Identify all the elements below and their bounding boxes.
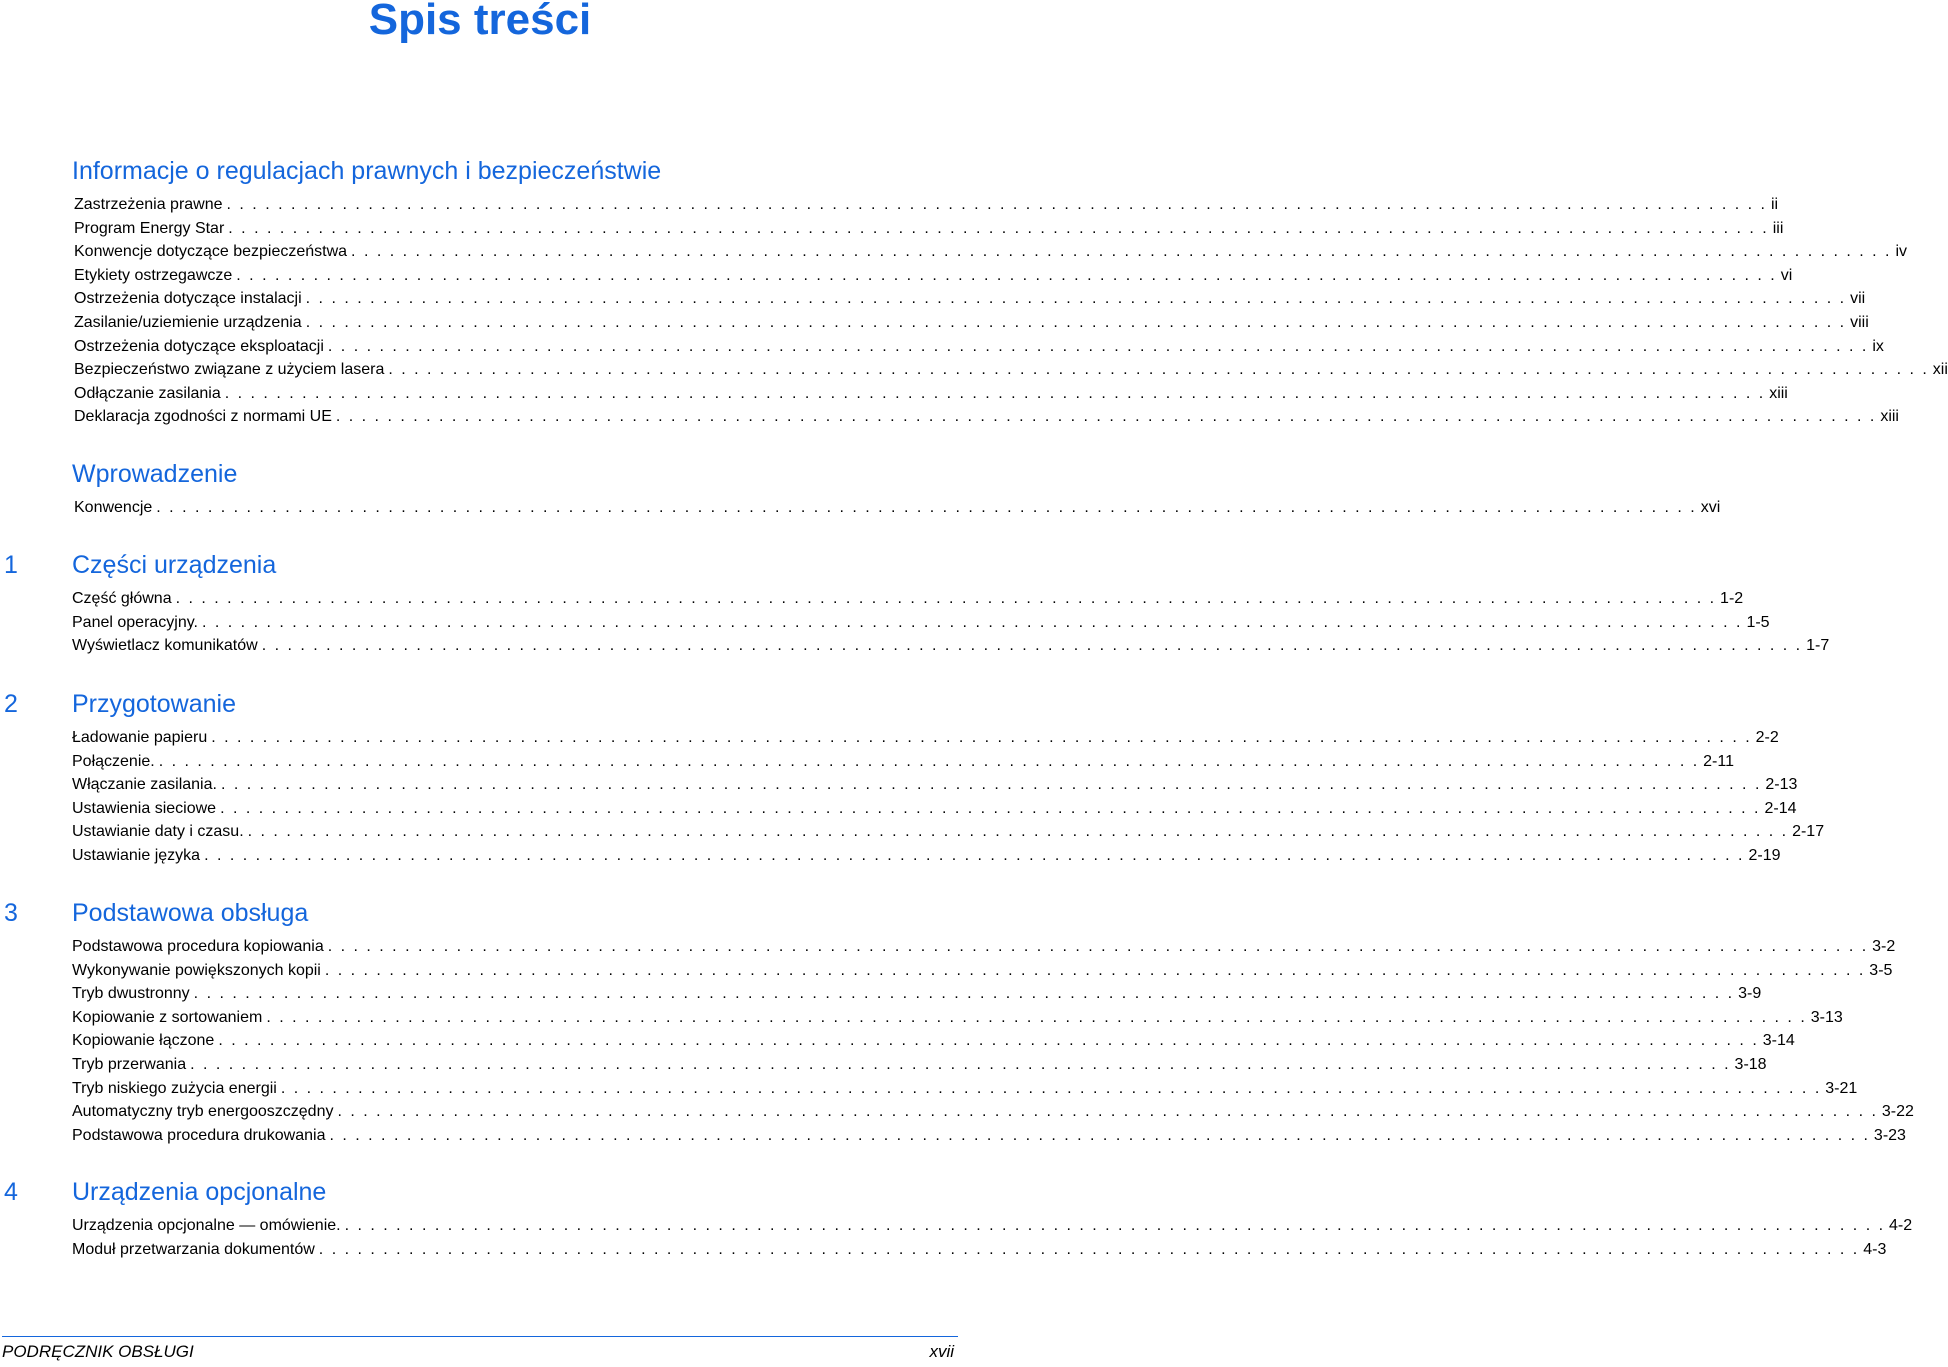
dot-leader: . . . . . . . . . . . . . . . . . . . . . . . . . . . . . . . . . . . . . . . . . . . . . . . . . . . . . . . . . . . . . . . . . . . . . . . . . . . . . . . . . . . . . . . . . . . . . . . . . . . . . . . . . . . . . . . . . . . . . . . . <box>224 384 1766 402</box>
toc-entry-label: Ładowanie papieru <box>72 729 208 746</box>
toc-entry-page: xii <box>1932 361 1948 379</box>
toc-entry[interactable] <box>72 1238 1887 1262</box>
section-heading: Przygotowanie <box>72 690 236 718</box>
toc-entry[interactable] <box>72 1006 1843 1030</box>
toc-entry-label: Podstawowa procedura kopiowania <box>72 938 324 955</box>
dot-leader: . . . . . . . . . . . . . . . . . . . . . . . . . . . . . . . . . . . . . . . . . . . . . . . . . . . . . . . . . . . . . . . . . . . . . . . . . . . . . . . . . . . . . . . . . . . . . . . . . . . . . . . . . . . . . . . . . . . . . . . . <box>324 961 1866 979</box>
dot-leader: . . . . . . . . . . . . . . . . . . . . . . . . . . . . . . . . . . . . . . . . . . . . . . . . . . . . . . . . . . . . . . . . . . . . . . . . . . . . . . . . . . . . . . . . . . . . . . . . . . . . . . . . . . . . . . . . . . . . . . . . <box>158 752 1700 770</box>
section-heading: Części urządzenia <box>72 551 277 579</box>
toc-entry-label: Odłączanie zasilania <box>74 384 221 402</box>
toc-entry-label: Konwencje <box>74 499 153 516</box>
toc-entry-page: 2-14 <box>1764 799 1797 817</box>
toc-entry-page: xiii <box>1880 408 1899 426</box>
toc-entry-page: 3-13 <box>1810 1008 1843 1026</box>
toc-entry-page: 3-22 <box>1881 1103 1914 1121</box>
dot-leader: . . . . . . . . . . . . . . . . . . . . . . . . . . . . . . . . . . . . . . . . . . . . . . . . . . . . . . . . . . . . . . . . . . . . . . . . . . . . . . . . . . . . . . . . . . . . . . . . . . . . . . . . . . . . . . . . . . . . . . . . <box>220 776 1762 794</box>
dot-leader: . . . . . . . . . . . . . . . . . . . . . . . . . . . . . . . . . . . . . . . . . . . . . . . . . . . . . . . . . . . . . . . . . . . . . . . . . . . . . . . . . . . . . . . . . . . . . . . . . . . . . . . . . . . . . . . . . . . . . . . . <box>318 1240 1860 1258</box>
toc-entry[interactable] <box>72 1124 1906 1148</box>
toc-entry[interactable] <box>72 844 1781 868</box>
toc-entry-list <box>72 587 1830 658</box>
toc-entry-label: Wyświetlacz komunikatów <box>72 637 258 655</box>
toc-entry-label: Program Energy Star <box>74 219 225 237</box>
toc-entry[interactable] <box>72 726 1779 750</box>
toc-entry[interactable] <box>74 382 1788 406</box>
dot-leader: . . . . . . . . . . . . . . . . . . . . . . . . . . . . . . . . . . . . . . . . . . . . . . . . . . . . . . . . . . . . . . . . . . . . . . . . . . . . . . . . . . . . . . . . . . . . . . . . . . . . . . . . . . . . . . . . . . . . . . . . <box>175 590 1717 607</box>
toc-entry-page: ii <box>1770 196 1779 213</box>
toc-entry[interactable] <box>72 959 1893 983</box>
toc-entry-page: xvi <box>1700 499 1721 516</box>
toc-entry-label: Ustawienia sieciowe <box>72 799 217 817</box>
toc-entry-label: Podstawowa procedura drukowania <box>72 1126 326 1144</box>
toc-entry[interactable] <box>72 1100 1914 1124</box>
page-title: Spis treści <box>368 0 592 44</box>
toc-entry-label: Ustawianie języka <box>72 846 201 864</box>
dot-leader: . . . . . . . . . . . . . . . . . . . . . . . . . . . . . . . . . . . . . . . . . . . . . . . . . . . . . . . . . . . . . . . . . . . . . . . . . . . . . . . . . . . . . . . . . . . . . . . . . . . . . . . . . . . . . . . . . . . . . . . . <box>344 1217 1886 1234</box>
toc-entry-page: ix <box>1872 337 1884 355</box>
toc-entry-label: Ostrzeżenia dotyczące instalacji <box>74 290 302 308</box>
toc-entry-label: Moduł przetwarzania dokumentów <box>72 1240 315 1258</box>
toc-entry[interactable] <box>72 750 1734 774</box>
toc-entry-label: Tryb niskiego zużycia energii <box>72 1079 277 1097</box>
chapter-number: 3 <box>4 899 18 927</box>
dot-leader: . . . . . . . . . . . . . . . . . . . . . . . . . . . . . . . . . . . . . . . . . . . . . . . . . . . . . . . . . . . . . . . . . . . . . . . . . . . . . . . . . . . . . . . . . . . . . . . . . . . . . . . . . . . . . . . . . . . . . . . . <box>220 799 1761 817</box>
dot-leader: . . . . . . . . . . . . . . . . . . . . . . . . . . . . . . . . . . . . . . . . . . . . . . . . . . . . . . . . . . . . . . . . . . . . . . . . . . . . . . . . . . . . . . . . . . . . . . . . . . . . . . . . . . . . . . . . . . . . . . . . <box>329 1126 1870 1144</box>
toc-entry[interactable] <box>72 1053 1767 1077</box>
dot-leader: . . . . . . . . . . . . . . . . . . . . . . . . . . . . . . . . . . . . . . . . . . . . . . . . . . . . . . . . . . . . . . . . . . . . . . . . . . . . . . . . . . . . . . . . . . . . . . . . . . . . . . . . . . . . . . . . . . . . . . . . <box>236 266 1777 284</box>
toc-entry-page: 1-2 <box>1720 590 1744 607</box>
toc-entry-page: 1-7 <box>1806 637 1830 655</box>
toc-entry-label: Konwencje dotyczące bezpieczeństwa <box>74 243 348 261</box>
toc-entry[interactable] <box>72 1029 1795 1053</box>
toc-entry-page: 2-19 <box>1748 846 1781 864</box>
toc-entry[interactable] <box>72 1214 1913 1238</box>
toc-entry-page: 2-2 <box>1755 729 1779 746</box>
dot-leader: . . . . . . . . . . . . . . . . . . . . . . . . . . . . . . . . . . . . . . . . . . . . . . . . . . . . . . . . . . . . . . . . . . . . . . . . . . . . . . . . . . . . . . . . . . . . . . . . . . . . . . . . . . . . . . . . . . . . . . . . <box>247 823 1789 841</box>
dot-leader: . . . . . . . . . . . . . . . . . . . . . . . . . . . . . . . . . . . . . . . . . . . . . . . . . . . . . . . . . . . . . . . . . . . . . . . . . . . . . . . . . . . . . . . . . . . . . . . . . . . . . . . . . . . . . . . . . . . . . . . . <box>193 985 1735 1003</box>
toc-entry[interactable] <box>72 587 1744 611</box>
dot-leader: . . . . . . . . . . . . . . . . . . . . . . . . . . . . . . . . . . . . . . . . . . . . . . . . . . . . . . . . . . . . . . . . . . . . . . . . . . . . . . . . . . . . . . . . . . . . . . . . . . . . . . . . . . . . . . . . . . . . . . . . <box>204 846 1745 864</box>
toc-entry-page: 1-5 <box>1746 613 1770 631</box>
toc-entry-label: Połączenie. <box>72 752 155 770</box>
toc-entry-page: 2-13 <box>1765 776 1798 794</box>
toc-entry[interactable] <box>74 287 1866 311</box>
toc-entry-label: Zastrzeżenia prawne <box>74 196 223 213</box>
footer-divider <box>2 1336 958 1337</box>
toc-entry-label: Panel operacyjny. <box>72 613 198 631</box>
toc-entry-label: Ustawianie daty i czasu. <box>72 823 244 841</box>
dot-leader: . . . . . . . . . . . . . . . . . . . . . . . . . . . . . . . . . . . . . . . . . . . . . . . . . . . . . . . . . . . . . . . . . . . . . . . . . . . . . . . . . . . . . . . . . . . . . . . . . . . . . . . . . . . . . . . . . . . . . . . . <box>327 337 1869 355</box>
toc-entry-label: Deklaracja zgodności z normami UE <box>74 408 332 426</box>
toc-entry[interactable] <box>74 335 1884 359</box>
toc-entry-label: Wykonywanie powiększonych kopii <box>72 961 321 979</box>
toc-entry-page: vii <box>1850 290 1866 308</box>
dot-leader: . . . . . . . . . . . . . . . . . . . . . . . . . . . . . . . . . . . . . . . . . . . . . . . . . . . . . . . . . . . . . . . . . . . . . . . . . . . . . . . . . . . . . . . . . . . . . . . . . . . . . . . . . . . . . . . . . . . . . . . . <box>190 1055 1731 1073</box>
dot-leader: . . . . . . . . . . . . . . . . . . . . . . . . . . . . . . . . . . . . . . . . . . . . . . . . . . . . . . . . . . . . . . . . . . . . . . . . . . . . . . . . . . . . . . . . . . . . . . . . . . . . . . . . . . . . . . . . . . . . . . . . <box>305 290 1847 308</box>
dot-leader: . . . . . . . . . . . . . . . . . . . . . . . . . . . . . . . . . . . . . . . . . . . . . . . . . . . . . . . . . . . . . . . . . . . . . . . . . . . . . . . . . . . . . . . . . . . . . . . . . . . . . . . . . . . . . . . . . . . . . . . . <box>261 637 1803 655</box>
dot-leader: . . . . . . . . . . . . . . . . . . . . . . . . . . . . . . . . . . . . . . . . . . . . . . . . . . . . . . . . . . . . . . . . . . . . . . . . . . . . . . . . . . . . . . . . . . . . . . . . . . . . . . . . . . . . . . . . . . . . . . . . <box>218 1032 1759 1050</box>
toc-entry-page: iii <box>1772 219 1784 237</box>
dot-leader: . . . . . . . . . . . . . . . . . . . . . . . . . . . . . . . . . . . . . . . . . . . . . . . . . . . . . . . . . . . . . . . . . . . . . . . . . . . . . . . . . . . . . . . . . . . . . . . . . . . . . . . . . . . . . . . . . . . . . . . . <box>228 219 1769 237</box>
section-heading: Wprowadzenie <box>72 460 238 488</box>
toc-entry[interactable] <box>72 1077 1858 1101</box>
footer-manual-name: PODRĘCZNIK OBSŁUGI <box>2 1342 194 1361</box>
toc-entry[interactable] <box>72 797 1797 821</box>
dot-leader: . . . . . . . . . . . . . . . . . . . . . . . . . . . . . . . . . . . . . . . . . . . . . . . . . . . . . . . . . . . . . . . . . . . . . . . . . . . . . . . . . . . . . . . . . . . . . . . . . . . . . . . . . . . . . . . . . . . . . . . . <box>202 613 1743 631</box>
dot-leader: . . . . . . . . . . . . . . . . . . . . . . . . . . . . . . . . . . . . . . . . . . . . . . . . . . . . . . . . . . . . . . . . . . . . . . . . . . . . . . . . . . . . . . . . . . . . . . . . . . . . . . . . . . . . . . . . . . . . . . . . <box>280 1079 1822 1097</box>
toc-entry-label: Kopiowanie łączone <box>72 1032 215 1050</box>
toc-entry[interactable] <box>72 982 1762 1006</box>
toc-entry-page: 3-23 <box>1873 1126 1906 1144</box>
toc-entry-list <box>72 1214 1913 1261</box>
toc-entry-label: Bezpieczeństwo związane z użyciem lasera <box>74 361 385 379</box>
toc-entry-page: 3-18 <box>1734 1055 1767 1073</box>
toc-entry[interactable] <box>74 217 1784 241</box>
section-heading: Podstawowa obsługa <box>72 899 309 927</box>
toc-entry-page: 4-3 <box>1863 1240 1887 1258</box>
toc-entry-label: Część główna <box>72 590 172 607</box>
toc-entry-page: 2-17 <box>1792 823 1825 841</box>
toc-entry-page: iv <box>1895 243 1908 261</box>
toc-entry[interactable] <box>74 496 1721 520</box>
toc-entry-page: 2-11 <box>1703 752 1734 770</box>
toc-entry[interactable] <box>72 820 1825 844</box>
toc-entry-label: Zasilanie/uziemienie urządzenia <box>74 313 302 331</box>
dot-leader: . . . . . . . . . . . . . . . . . . . . . . . . . . . . . . . . . . . . . . . . . . . . . . . . . . . . . . . . . . . . . . . . . . . . . . . . . . . . . . . . . . . . . . . . . . . . . . . . . . . . . . . . . . . . . . . . . . . . . . . . <box>327 938 1869 955</box>
toc-entry[interactable] <box>74 264 1793 288</box>
toc-entry[interactable] <box>74 193 1779 217</box>
toc-entry[interactable] <box>74 405 1899 429</box>
toc-entry-page: 3-2 <box>1872 938 1896 955</box>
section-heading: Urządzenia opcjonalne <box>72 1178 327 1206</box>
toc-entry-label: Automatyczny tryb energooszczędny <box>72 1103 334 1121</box>
toc-entry-label: Tryb przerwania <box>72 1055 187 1073</box>
toc-entry-list <box>72 726 1825 868</box>
toc-entry-page: 3-5 <box>1869 961 1893 979</box>
footer-page-number: xvii <box>929 1342 954 1361</box>
toc-entry-label: Włączanie zasilania. <box>72 776 217 794</box>
toc-entry-page: 3-21 <box>1825 1079 1858 1097</box>
chapter-number: 2 <box>4 690 18 718</box>
toc-entry-label: Urządzenia opcjonalne — omówienie. <box>72 1217 341 1234</box>
toc-entry-page: 3-9 <box>1738 985 1762 1003</box>
chapter-number: 1 <box>4 551 18 579</box>
toc-entry[interactable] <box>72 773 1798 797</box>
toc-entry-page: xiii <box>1769 384 1788 402</box>
toc-entry[interactable] <box>72 634 1830 658</box>
dot-leader: . . . . . . . . . . . . . . . . . . . . . . . . . . . . . . . . . . . . . . . . . . . . . . . . . . . . . . . . . . . . . . . . . . . . . . . . . . . . . . . . . . . . . . . . . . . . . . . . . . . . . . . . . . . . . . . . . . . . . . . . <box>351 243 1892 261</box>
toc-entry-list <box>74 193 1948 429</box>
toc-entry[interactable] <box>74 358 1948 382</box>
dot-leader: . . . . . . . . . . . . . . . . . . . . . . . . . . . . . . . . . . . . . . . . . . . . . . . . . . . . . . . . . . . . . . . . . . . . . . . . . . . . . . . . . . . . . . . . . . . . . . . . . . . . . . . . . . . . . . . . . . . . . . . . <box>226 196 1767 213</box>
toc-entry[interactable] <box>72 935 1896 959</box>
toc-entry-label: Ostrzeżenia dotyczące eksploatacji <box>74 337 324 355</box>
dot-leader: . . . . . . . . . . . . . . . . . . . . . . . . . . . . . . . . . . . . . . . . . . . . . . . . . . . . . . . . . . . . . . . . . . . . . . . . . . . . . . . . . . . . . . . . . . . . . . . . . . . . . . . . . . . . . . . . . . . . . . . . <box>305 313 1847 331</box>
chapter-number: 4 <box>4 1178 18 1206</box>
toc-entry-page: 4-2 <box>1889 1217 1913 1234</box>
toc-entry[interactable] <box>72 611 1770 635</box>
toc-entry-page: 3-14 <box>1762 1032 1795 1050</box>
dot-leader: . . . . . . . . . . . . . . . . . . . . . . . . . . . . . . . . . . . . . . . . . . . . . . . . . . . . . . . . . . . . . . . . . . . . . . . . . . . . . . . . . . . . . . . . . . . . . . . . . . . . . . . . . . . . . . . . . . . . . . . . <box>266 1008 1807 1026</box>
toc-entry-label: Kopiowanie z sortowaniem <box>72 1008 263 1026</box>
dot-leader: . . . . . . . . . . . . . . . . . . . . . . . . . . . . . . . . . . . . . . . . . . . . . . . . . . . . . . . . . . . . . . . . . . . . . . . . . . . . . . . . . . . . . . . . . . . . . . . . . . . . . . . . . . . . . . . . . . . . . . . . <box>335 408 1877 426</box>
dot-leader: . . . . . . . . . . . . . . . . . . . . . . . . . . . . . . . . . . . . . . . . . . . . . . . . . . . . . . . . . . . . . . . . . . . . . . . . . . . . . . . . . . . . . . . . . . . . . . . . . . . . . . . . . . . . . . . . . . . . . . . . <box>156 499 1697 516</box>
toc-entry-page: viii <box>1850 313 1869 331</box>
toc-entry[interactable] <box>74 240 1908 264</box>
toc-entry-label: Etykiety ostrzegawcze <box>74 266 233 284</box>
section-heading: Informacje o regulacjach prawnych i bezpieczeństwie <box>72 157 662 185</box>
toc-entry-list <box>74 496 1721 520</box>
dot-leader: . . . . . . . . . . . . . . . . . . . . . . . . . . . . . . . . . . . . . . . . . . . . . . . . . . . . . . . . . . . . . . . . . . . . . . . . . . . . . . . . . . . . . . . . . . . . . . . . . . . . . . . . . . . . . . . . . . . . . . . . <box>337 1103 1878 1121</box>
toc-entry-label: Tryb dwustronny <box>72 985 190 1003</box>
toc-entry-list <box>72 935 1914 1147</box>
dot-leader: . . . . . . . . . . . . . . . . . . . . . . . . . . . . . . . . . . . . . . . . . . . . . . . . . . . . . . . . . . . . . . . . . . . . . . . . . . . . . . . . . . . . . . . . . . . . . . . . . . . . . . . . . . . . . . . . . . . . . . . . <box>211 729 1752 746</box>
dot-leader: . . . . . . . . . . . . . . . . . . . . . . . . . . . . . . . . . . . . . . . . . . . . . . . . . . . . . . . . . . . . . . . . . . . . . . . . . . . . . . . . . . . . . . . . . . . . . . . . . . . . . . . . . . . . . . . . . . . . . . . . <box>388 361 1929 379</box>
toc-entry[interactable] <box>74 311 1869 335</box>
toc-entry-page: vi <box>1780 266 1793 284</box>
